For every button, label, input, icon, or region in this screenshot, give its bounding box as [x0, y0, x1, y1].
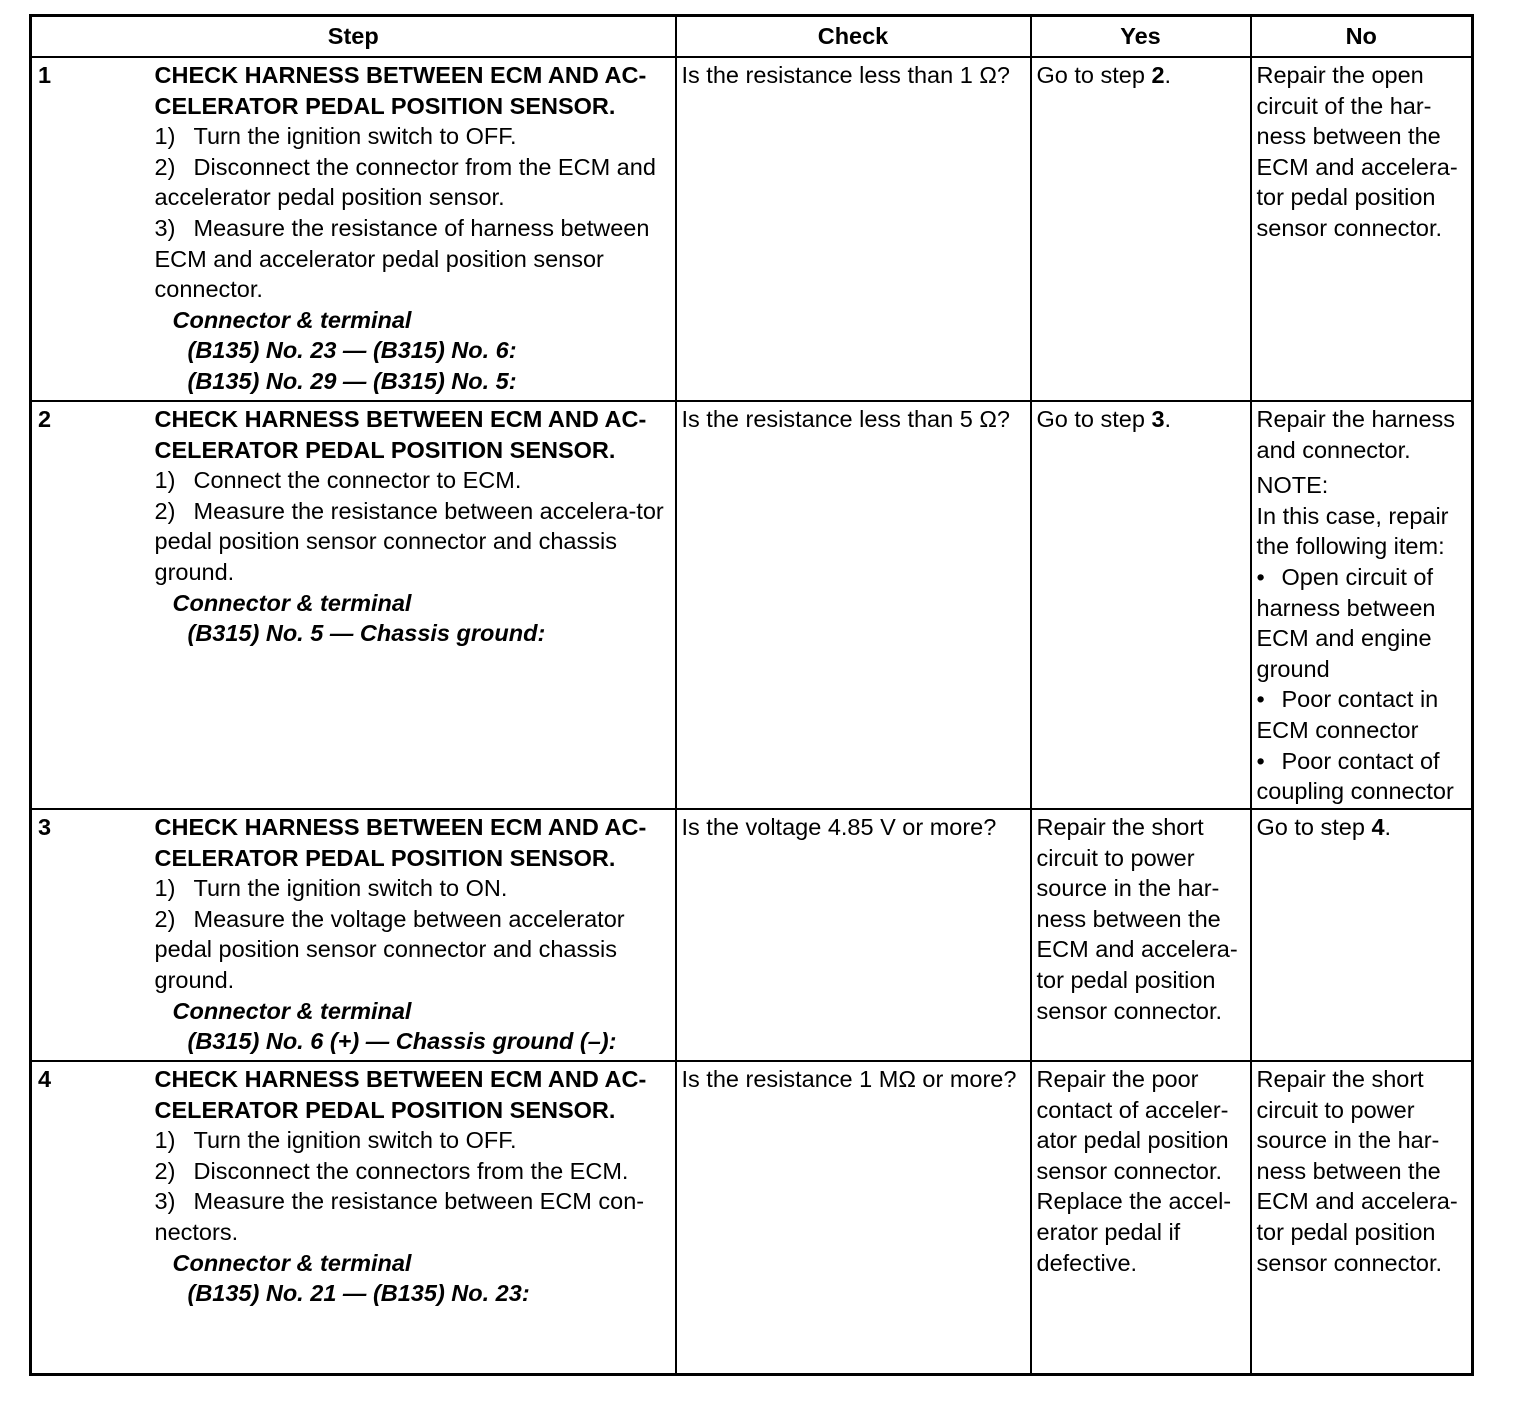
table-row [31, 57, 1473, 401]
step-title: CHECK HARNESS BETWEEN ECM AND AC-CELERATOR PEDAL POSITION SENSOR. [154, 406, 647, 463]
terminal-spec: (B135) No. 23 — (B315) No. 6: [187, 337, 517, 364]
yes-cell: Go to step 2. [1031, 57, 1251, 401]
instruction: 1) Turn the ignition switch to OFF. [154, 1127, 517, 1154]
note-label: NOTE: [1256, 472, 1329, 499]
terminal-spec: (B315) No. 5 — Chassis ground: [187, 620, 546, 647]
yes-cell: Go to step 3. [1031, 401, 1251, 809]
bullet-item: • Poor contact of coupling connector [1256, 747, 1454, 805]
instruction: 2) Measure the resistance between accelera-tor pedal position sensor connector and chassis ground. [154, 497, 664, 585]
terminal-spec: (B135) No. 29 — (B315) No. 5: [187, 367, 517, 394]
step-cell [148, 809, 676, 1061]
connector-label: Connector & terminal [172, 589, 412, 616]
step-ref: 2 [1151, 62, 1165, 88]
connector-label: Connector & terminal [172, 306, 412, 333]
step-number: 1 [31, 57, 148, 401]
step-number: 2 [31, 401, 148, 809]
step-number: 3 [31, 809, 148, 1061]
no-cell: Repair the open circuit of the har-ness between the ECM and accelera-tor pedal position sensor connector. [1251, 57, 1473, 401]
bullet-item: • Poor contact in ECM connector [1256, 686, 1439, 743]
step-title: CHECK HARNESS BETWEEN ECM AND AC-CELERATOR PEDAL POSITION SENSOR. [154, 814, 647, 871]
yes-cell: Repair the short circuit to power source in the har-ness between the ECM and accelera-tor pedal position sensor connector. [1031, 809, 1251, 1061]
check-cell: Is the resistance 1 MΩ or more? [676, 1061, 1031, 1375]
no-text: Repair the harness and connector. [1256, 406, 1456, 463]
instruction: 2) Disconnect the connectors from the ECM. [154, 1157, 629, 1184]
step-ref: 4 [1371, 814, 1385, 840]
instruction: 3) Measure the resistance of harness between ECM and accelerator pedal position sensor connector. [154, 214, 650, 303]
table-row [31, 1061, 1473, 1375]
instruction: 2) Disconnect the connector from the ECM and accelerator pedal position sensor. [154, 153, 656, 211]
step-title: CHECK HARNESS BETWEEN ECM AND AC-CELERATOR PEDAL POSITION SENSOR. [154, 1066, 647, 1123]
terminal-spec: (B135) No. 21 — (B135) No. 23: [187, 1280, 530, 1307]
table-row [31, 401, 1473, 809]
table-row [31, 809, 1473, 1061]
header-check: Check [676, 16, 1031, 58]
connector-label: Connector & terminal [172, 1249, 412, 1276]
no-cell: Repair the short circuit to power source in the har-ness between the ECM and accelera-tor pedal position sensor connector. [1251, 1061, 1473, 1375]
instruction: 1) Turn the ignition switch to OFF. [154, 123, 517, 150]
step-number: 4 [31, 1061, 148, 1375]
instruction: 1) Connect the connector to ECM. [154, 467, 522, 494]
step-ref: 3 [1151, 406, 1165, 432]
instruction: 1) Turn the ignition switch to ON. [154, 875, 508, 902]
connector-label: Connector & terminal [172, 997, 412, 1024]
header-row [31, 16, 1473, 58]
note-text: In this case, repair the following item: [1256, 502, 1449, 560]
instruction: 2) Measure the voltage between accelerator pedal position sensor connector and chassis ground. [154, 905, 625, 993]
check-cell: Is the voltage 4.85 V or more? [676, 809, 1031, 1061]
header-yes: Yes [1031, 16, 1251, 58]
header-step: Step [31, 16, 676, 58]
check-cell: Is the resistance less than 1 Ω? [676, 57, 1031, 401]
no-cell [1251, 401, 1473, 809]
bullet-item: • Open circuit of harness between ECM and engine ground [1256, 563, 1436, 682]
yes-cell: Repair the poor contact of acceler-ator pedal position sensor connector. Replace the accel-erator pedal if defective. [1031, 1061, 1251, 1375]
no-cell: Go to step 4. [1251, 809, 1473, 1061]
step-cell [148, 1061, 676, 1375]
step-title: CHECK HARNESS BETWEEN ECM AND AC-CELERATOR PEDAL POSITION SENSOR. [154, 62, 647, 119]
step-cell [148, 57, 676, 401]
header-no: No [1251, 16, 1473, 58]
instruction: 3) Measure the resistance between ECM con-nectors. [154, 1188, 645, 1245]
diagnostic-table [29, 14, 1474, 1376]
terminal-spec: (B315) No. 6 (+) — Chassis ground (–): [187, 1028, 617, 1055]
check-cell: Is the resistance less than 5 Ω? [676, 401, 1031, 809]
step-cell [148, 401, 676, 809]
